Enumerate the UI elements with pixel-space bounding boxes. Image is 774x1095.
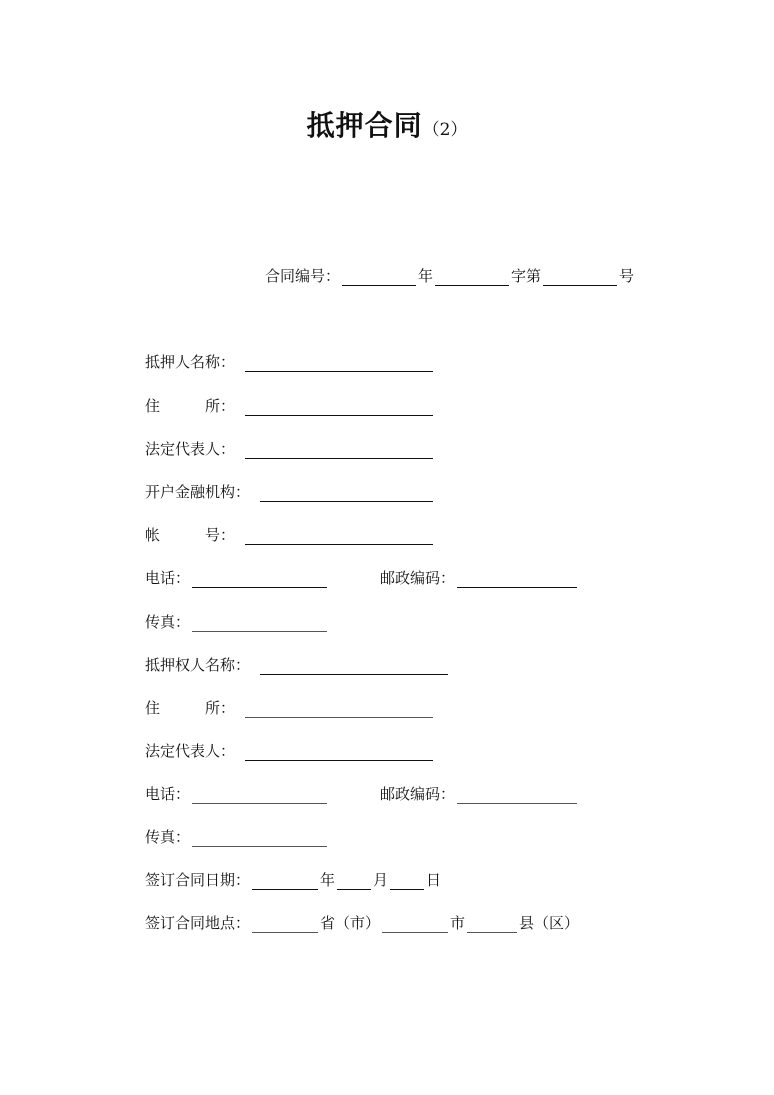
sign-date-label: 签订合同日期： <box>145 871 251 889</box>
mortgagor-rep-field[interactable] <box>245 442 433 459</box>
mortgagor-fax-row <box>145 612 329 632</box>
sign-county-label: 县（区） <box>519 914 580 932</box>
mortgagor-bank-field[interactable] <box>260 485 433 502</box>
mortgagee-postcode-label: 邮政编码： <box>380 785 456 803</box>
mortgagor-name-label: 抵押人名称： <box>145 353 236 371</box>
sign-date-row <box>145 870 441 890</box>
title-suffix: （2） <box>422 120 468 140</box>
mortgagor-address-field[interactable] <box>245 399 433 416</box>
mortgagee-phone-field[interactable] <box>192 787 327 804</box>
mortgagor-bank-row <box>145 482 435 502</box>
mortgagee-fax-field[interactable] <box>192 830 327 847</box>
sign-province-label: 省（市） <box>320 914 381 932</box>
sign-day-field[interactable] <box>390 873 424 890</box>
sign-day-label: 日 <box>426 871 442 889</box>
mortgagee-rep-row <box>145 741 435 761</box>
mortgagee-address-label-b: 所： <box>205 699 236 717</box>
mortgagee-fax-label: 传真： <box>145 828 191 846</box>
contract-number-line <box>265 266 634 286</box>
contract-number-field-2[interactable] <box>435 269 509 286</box>
mortgagor-phone-field[interactable] <box>192 571 327 588</box>
mortgagor-address-row <box>145 396 435 416</box>
mortgagor-name-row <box>145 352 435 372</box>
mortgagee-postcode-row <box>380 784 579 804</box>
sign-year-label: 年 <box>320 871 336 889</box>
mortgagor-bank-label: 开户金融机构： <box>145 483 251 501</box>
mortgagee-postcode-field[interactable] <box>457 787 577 804</box>
contract-number-label: 合同编号： <box>265 267 341 285</box>
mortgagor-account-label-b: 号： <box>205 526 236 544</box>
sign-place-row <box>145 913 579 933</box>
mortgagee-fax-row <box>145 827 329 847</box>
mortgagor-fax-label: 传真： <box>145 613 191 631</box>
mortgagee-address-field[interactable] <box>245 701 433 718</box>
mortgagor-account-label-a: 帐 <box>145 526 161 544</box>
mortgagor-name-field[interactable] <box>245 355 433 372</box>
contract-year-label: 年 <box>418 267 434 285</box>
mortgagee-address-row <box>145 698 435 718</box>
mortgagee-rep-label: 法定代表人： <box>145 742 236 760</box>
contract-number-field-3[interactable] <box>543 269 617 286</box>
mortgagor-postcode-field[interactable] <box>457 571 577 588</box>
mortgagor-account-field[interactable] <box>245 528 433 545</box>
sign-county-field[interactable] <box>467 916 517 933</box>
contract-char-label: 字第 <box>511 267 542 285</box>
mortgagee-name-label: 抵押权人名称： <box>145 656 251 674</box>
sign-year-field[interactable] <box>252 873 318 890</box>
title-main: 抵押合同 <box>306 109 423 142</box>
mortgagee-phone-label: 电话： <box>145 785 191 803</box>
sign-city-field[interactable] <box>382 916 448 933</box>
mortgagee-name-field[interactable] <box>260 658 448 675</box>
mortgagee-phone-row <box>145 784 329 804</box>
mortgagor-postcode-label: 邮政编码： <box>380 569 456 587</box>
document-title <box>0 104 774 144</box>
mortgagee-rep-field[interactable] <box>245 744 433 761</box>
mortgagor-account-row <box>145 525 435 545</box>
sign-province-field[interactable] <box>252 916 318 933</box>
sign-month-field[interactable] <box>337 873 371 890</box>
mortgagor-phone-row <box>145 568 329 588</box>
mortgagor-address-label-a: 住 <box>145 397 161 415</box>
mortgagor-fax-field[interactable] <box>192 615 327 632</box>
mortgagee-address-label-a: 住 <box>145 699 161 717</box>
sign-month-label: 月 <box>373 871 389 889</box>
mortgagor-address-label-b: 所： <box>205 397 236 415</box>
mortgagee-name-row <box>145 655 450 675</box>
contract-hao-label: 号 <box>619 267 635 285</box>
mortgagor-rep-label: 法定代表人： <box>145 440 236 458</box>
contract-number-field-1[interactable] <box>342 269 416 286</box>
mortgagor-postcode-row <box>380 568 579 588</box>
sign-place-label: 签订合同地点： <box>145 914 251 932</box>
sign-city-label: 市 <box>450 914 466 932</box>
mortgagor-rep-row <box>145 439 435 459</box>
mortgagor-phone-label: 电话： <box>145 569 191 587</box>
